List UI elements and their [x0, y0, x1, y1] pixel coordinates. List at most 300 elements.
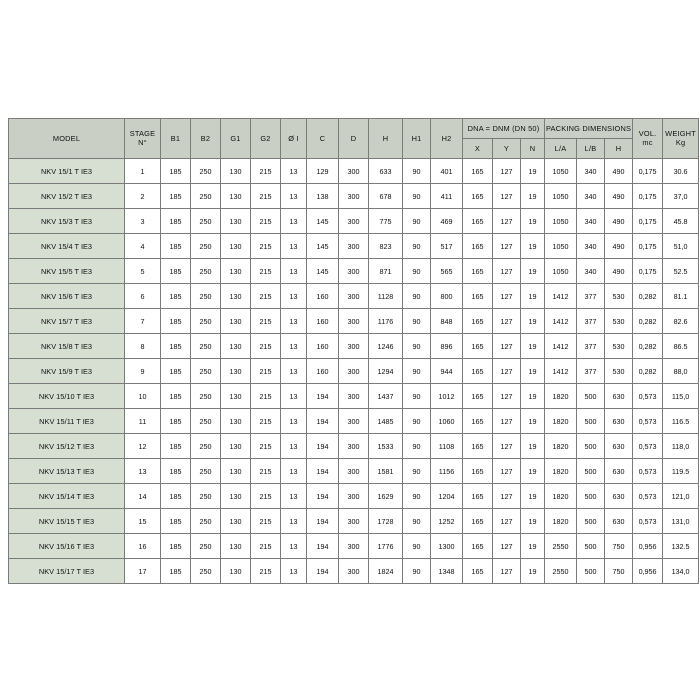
table-row [9, 209, 699, 234]
cell-b2: 250 [191, 284, 221, 309]
table-header-row-group [9, 119, 699, 139]
cell-h2: 1204 [431, 484, 463, 509]
cell-weight: 86.5 [663, 334, 699, 359]
cell-stage: 9 [125, 359, 161, 384]
cell-d: 300 [339, 284, 369, 309]
header-stage-line1: STAGE [129, 128, 156, 138]
cell-h2: 411 [431, 184, 463, 209]
cell-oi: 13 [281, 384, 307, 409]
cell-c: 194 [307, 509, 339, 534]
cell-model: NKV 15/17 T IE3 [9, 559, 125, 584]
cell-h1: 90 [403, 159, 431, 184]
cell-b1: 185 [161, 159, 191, 184]
header-g1: G1 [221, 119, 251, 159]
cell-c: 194 [307, 484, 339, 509]
cell-g2: 215 [251, 159, 281, 184]
cell-n: 19 [521, 384, 545, 409]
cell-g1: 130 [221, 359, 251, 384]
cell-b2: 250 [191, 359, 221, 384]
header-lb: L/B [577, 139, 605, 159]
cell-weight: 115,0 [663, 384, 699, 409]
cell-la: 1050 [545, 209, 577, 234]
cell-y: 127 [493, 484, 521, 509]
cell-d: 300 [339, 309, 369, 334]
cell-y: 127 [493, 309, 521, 334]
cell-la: 1412 [545, 309, 577, 334]
cell-stage: 17 [125, 559, 161, 584]
cell-h1: 90 [403, 434, 431, 459]
cell-g2: 215 [251, 484, 281, 509]
cell-y: 127 [493, 509, 521, 534]
cell-vol: 0,282 [633, 284, 663, 309]
cell-h: 1824 [369, 559, 403, 584]
header-weight [663, 119, 699, 159]
cell-h1: 90 [403, 509, 431, 534]
cell-h: 775 [369, 209, 403, 234]
cell-y: 127 [493, 234, 521, 259]
header-volume-line1: VOL. [638, 128, 657, 138]
cell-b2: 250 [191, 459, 221, 484]
cell-ph: 630 [605, 459, 633, 484]
cell-x: 165 [463, 159, 493, 184]
cell-h2: 1252 [431, 509, 463, 534]
cell-b1: 185 [161, 459, 191, 484]
cell-g1: 130 [221, 159, 251, 184]
cell-c: 129 [307, 159, 339, 184]
cell-b1: 185 [161, 184, 191, 209]
cell-x: 165 [463, 434, 493, 459]
cell-la: 1820 [545, 484, 577, 509]
cell-lb: 340 [577, 234, 605, 259]
cell-h1: 90 [403, 309, 431, 334]
cell-model: NKV 15/14 T IE3 [9, 484, 125, 509]
cell-la: 2550 [545, 559, 577, 584]
cell-weight: 121,0 [663, 484, 699, 509]
cell-b1: 185 [161, 359, 191, 384]
cell-ph: 530 [605, 359, 633, 384]
cell-ph: 630 [605, 384, 633, 409]
specification-table [8, 118, 699, 584]
cell-h1: 90 [403, 334, 431, 359]
cell-stage: 1 [125, 159, 161, 184]
cell-d: 300 [339, 484, 369, 509]
cell-b2: 250 [191, 234, 221, 259]
cell-weight: 81.1 [663, 284, 699, 309]
cell-lb: 377 [577, 309, 605, 334]
cell-vol: 0,282 [633, 334, 663, 359]
cell-n: 19 [521, 509, 545, 534]
cell-stage: 7 [125, 309, 161, 334]
cell-h: 633 [369, 159, 403, 184]
cell-h1: 90 [403, 409, 431, 434]
table-row [9, 534, 699, 559]
header-packing-h: H [605, 139, 633, 159]
cell-g2: 215 [251, 359, 281, 384]
cell-h1: 90 [403, 209, 431, 234]
cell-g1: 130 [221, 509, 251, 534]
cell-y: 127 [493, 384, 521, 409]
cell-vol: 0,573 [633, 409, 663, 434]
cell-b2: 250 [191, 534, 221, 559]
cell-g2: 215 [251, 459, 281, 484]
cell-stage: 12 [125, 434, 161, 459]
cell-c: 160 [307, 359, 339, 384]
cell-n: 19 [521, 409, 545, 434]
cell-vol: 0,573 [633, 509, 663, 534]
cell-stage: 3 [125, 209, 161, 234]
cell-vol: 0,573 [633, 459, 663, 484]
cell-model: NKV 15/9 T IE3 [9, 359, 125, 384]
cell-ph: 630 [605, 484, 633, 509]
cell-d: 300 [339, 559, 369, 584]
cell-c: 194 [307, 459, 339, 484]
table-row [9, 459, 699, 484]
cell-oi: 13 [281, 234, 307, 259]
cell-b2: 250 [191, 434, 221, 459]
cell-la: 1050 [545, 159, 577, 184]
header-stage-line2: N° [138, 137, 147, 147]
cell-x: 165 [463, 209, 493, 234]
header-c: C [307, 119, 339, 159]
cell-n: 19 [521, 534, 545, 559]
cell-oi: 13 [281, 259, 307, 284]
cell-g2: 215 [251, 534, 281, 559]
header-oi: Ø I [281, 119, 307, 159]
cell-d: 300 [339, 509, 369, 534]
cell-model: NKV 15/4 T IE3 [9, 234, 125, 259]
cell-weight: 132.5 [663, 534, 699, 559]
cell-weight: 45.8 [663, 209, 699, 234]
cell-h: 871 [369, 259, 403, 284]
cell-vol: 0,175 [633, 159, 663, 184]
cell-lb: 377 [577, 359, 605, 384]
cell-vol: 0,573 [633, 484, 663, 509]
table-row [9, 234, 699, 259]
cell-h2: 1348 [431, 559, 463, 584]
cell-n: 19 [521, 284, 545, 309]
cell-b1: 185 [161, 284, 191, 309]
header-n: N [521, 139, 545, 159]
cell-y: 127 [493, 334, 521, 359]
cell-n: 19 [521, 359, 545, 384]
cell-oi: 13 [281, 409, 307, 434]
cell-oi: 13 [281, 534, 307, 559]
cell-h: 1246 [369, 334, 403, 359]
cell-h: 1176 [369, 309, 403, 334]
cell-b1: 185 [161, 209, 191, 234]
table-header [9, 119, 699, 159]
cell-weight: 30.6 [663, 159, 699, 184]
header-y: Y [493, 139, 521, 159]
cell-n: 19 [521, 559, 545, 584]
cell-d: 300 [339, 409, 369, 434]
table-row [9, 409, 699, 434]
cell-lb: 500 [577, 459, 605, 484]
cell-h2: 800 [431, 284, 463, 309]
cell-model: NKV 15/11 T IE3 [9, 409, 125, 434]
cell-vol: 0,573 [633, 384, 663, 409]
cell-vol: 0,282 [633, 309, 663, 334]
cell-h2: 517 [431, 234, 463, 259]
cell-n: 19 [521, 459, 545, 484]
table-row [9, 184, 699, 209]
cell-d: 300 [339, 334, 369, 359]
cell-stage: 2 [125, 184, 161, 209]
cell-oi: 13 [281, 334, 307, 359]
cell-model: NKV 15/1 T IE3 [9, 159, 125, 184]
table-row [9, 334, 699, 359]
cell-g1: 130 [221, 459, 251, 484]
cell-vol: 0,175 [633, 184, 663, 209]
cell-x: 165 [463, 284, 493, 309]
cell-la: 1050 [545, 259, 577, 284]
table-row [9, 159, 699, 184]
cell-model: NKV 15/16 T IE3 [9, 534, 125, 559]
cell-b2: 250 [191, 259, 221, 284]
cell-oi: 13 [281, 359, 307, 384]
cell-lb: 500 [577, 509, 605, 534]
cell-stage: 10 [125, 384, 161, 409]
cell-h2: 1156 [431, 459, 463, 484]
cell-g1: 130 [221, 434, 251, 459]
table-row [9, 559, 699, 584]
cell-ph: 750 [605, 559, 633, 584]
cell-x: 165 [463, 484, 493, 509]
cell-h1: 90 [403, 384, 431, 409]
cell-la: 1820 [545, 384, 577, 409]
cell-ph: 490 [605, 159, 633, 184]
cell-h: 1728 [369, 509, 403, 534]
cell-weight: 37,0 [663, 184, 699, 209]
cell-g2: 215 [251, 334, 281, 359]
cell-g1: 130 [221, 384, 251, 409]
cell-h: 1485 [369, 409, 403, 434]
cell-stage: 8 [125, 334, 161, 359]
cell-la: 1820 [545, 434, 577, 459]
cell-b2: 250 [191, 559, 221, 584]
cell-y: 127 [493, 159, 521, 184]
cell-stage: 11 [125, 409, 161, 434]
cell-b2: 250 [191, 309, 221, 334]
table-row [9, 284, 699, 309]
cell-y: 127 [493, 209, 521, 234]
header-volume [633, 119, 663, 159]
cell-ph: 630 [605, 409, 633, 434]
cell-d: 300 [339, 234, 369, 259]
cell-lb: 377 [577, 334, 605, 359]
table-row [9, 434, 699, 459]
cell-la: 1412 [545, 334, 577, 359]
cell-model: NKV 15/12 T IE3 [9, 434, 125, 459]
cell-b1: 185 [161, 409, 191, 434]
cell-y: 127 [493, 409, 521, 434]
cell-g1: 130 [221, 484, 251, 509]
cell-h1: 90 [403, 459, 431, 484]
cell-b1: 185 [161, 259, 191, 284]
cell-lb: 377 [577, 284, 605, 309]
cell-g2: 215 [251, 384, 281, 409]
cell-vol: 0,956 [633, 534, 663, 559]
header-stage [125, 119, 161, 159]
cell-n: 19 [521, 184, 545, 209]
cell-c: 194 [307, 434, 339, 459]
header-h: H [369, 119, 403, 159]
cell-ph: 530 [605, 284, 633, 309]
table-row [9, 259, 699, 284]
cell-ph: 750 [605, 534, 633, 559]
cell-la: 1412 [545, 359, 577, 384]
cell-c: 160 [307, 334, 339, 359]
cell-x: 165 [463, 359, 493, 384]
cell-h2: 469 [431, 209, 463, 234]
cell-h2: 1012 [431, 384, 463, 409]
cell-h2: 944 [431, 359, 463, 384]
cell-model: NKV 15/5 T IE3 [9, 259, 125, 284]
cell-h1: 90 [403, 259, 431, 284]
cell-lb: 340 [577, 259, 605, 284]
cell-x: 165 [463, 184, 493, 209]
cell-c: 160 [307, 284, 339, 309]
cell-stage: 16 [125, 534, 161, 559]
cell-b1: 185 [161, 534, 191, 559]
cell-oi: 13 [281, 284, 307, 309]
cell-stage: 4 [125, 234, 161, 259]
cell-h: 823 [369, 234, 403, 259]
cell-g2: 215 [251, 234, 281, 259]
cell-oi: 13 [281, 459, 307, 484]
cell-n: 19 [521, 484, 545, 509]
cell-model: NKV 15/2 T IE3 [9, 184, 125, 209]
header-la: L/A [545, 139, 577, 159]
cell-vol: 0,175 [633, 209, 663, 234]
cell-model: NKV 15/8 T IE3 [9, 334, 125, 359]
cell-g1: 130 [221, 284, 251, 309]
cell-d: 300 [339, 534, 369, 559]
header-weight-line2: Kg [675, 137, 686, 147]
header-h1: H1 [403, 119, 431, 159]
cell-vol: 0,175 [633, 259, 663, 284]
cell-g2: 215 [251, 509, 281, 534]
cell-n: 19 [521, 234, 545, 259]
cell-b1: 185 [161, 234, 191, 259]
cell-x: 165 [463, 509, 493, 534]
cell-c: 145 [307, 259, 339, 284]
cell-y: 127 [493, 259, 521, 284]
cell-h: 1128 [369, 284, 403, 309]
cell-h: 1776 [369, 534, 403, 559]
cell-lb: 340 [577, 184, 605, 209]
cell-n: 19 [521, 159, 545, 184]
cell-lb: 340 [577, 159, 605, 184]
cell-d: 300 [339, 434, 369, 459]
cell-oi: 13 [281, 484, 307, 509]
cell-ph: 630 [605, 509, 633, 534]
cell-stage: 14 [125, 484, 161, 509]
cell-ph: 490 [605, 184, 633, 209]
cell-h2: 1108 [431, 434, 463, 459]
cell-d: 300 [339, 159, 369, 184]
cell-y: 127 [493, 559, 521, 584]
cell-g1: 130 [221, 209, 251, 234]
cell-oi: 13 [281, 159, 307, 184]
cell-y: 127 [493, 434, 521, 459]
cell-g1: 130 [221, 259, 251, 284]
cell-b1: 185 [161, 484, 191, 509]
cell-h2: 848 [431, 309, 463, 334]
cell-ph: 490 [605, 209, 633, 234]
cell-weight: 118,0 [663, 434, 699, 459]
cell-lb: 500 [577, 434, 605, 459]
cell-y: 127 [493, 459, 521, 484]
cell-g1: 130 [221, 234, 251, 259]
cell-g2: 215 [251, 309, 281, 334]
cell-weight: 82.6 [663, 309, 699, 334]
cell-d: 300 [339, 359, 369, 384]
cell-b1: 185 [161, 334, 191, 359]
cell-la: 2550 [545, 534, 577, 559]
cell-g2: 215 [251, 409, 281, 434]
cell-x: 165 [463, 384, 493, 409]
cell-weight: 52.5 [663, 259, 699, 284]
cell-la: 1820 [545, 509, 577, 534]
cell-stage: 13 [125, 459, 161, 484]
cell-ph: 530 [605, 334, 633, 359]
cell-y: 127 [493, 184, 521, 209]
table-row [9, 509, 699, 534]
cell-g2: 215 [251, 434, 281, 459]
cell-b2: 250 [191, 384, 221, 409]
cell-c: 138 [307, 184, 339, 209]
cell-c: 160 [307, 309, 339, 334]
cell-h1: 90 [403, 284, 431, 309]
cell-b2: 250 [191, 484, 221, 509]
table-row [9, 309, 699, 334]
cell-b2: 250 [191, 184, 221, 209]
cell-c: 194 [307, 559, 339, 584]
table-row [9, 484, 699, 509]
cell-g2: 215 [251, 184, 281, 209]
cell-h2: 896 [431, 334, 463, 359]
cell-h1: 90 [403, 234, 431, 259]
cell-stage: 5 [125, 259, 161, 284]
header-group-dna: DNA = DNM (DN 50) [463, 119, 545, 139]
cell-g1: 130 [221, 409, 251, 434]
cell-h2: 1300 [431, 534, 463, 559]
cell-b1: 185 [161, 384, 191, 409]
cell-y: 127 [493, 359, 521, 384]
cell-c: 194 [307, 534, 339, 559]
cell-x: 165 [463, 459, 493, 484]
cell-ph: 630 [605, 434, 633, 459]
cell-h2: 565 [431, 259, 463, 284]
cell-oi: 13 [281, 209, 307, 234]
cell-n: 19 [521, 259, 545, 284]
cell-ph: 490 [605, 259, 633, 284]
cell-d: 300 [339, 384, 369, 409]
cell-h: 1581 [369, 459, 403, 484]
cell-h: 1629 [369, 484, 403, 509]
cell-h1: 90 [403, 484, 431, 509]
cell-weight: 134,0 [663, 559, 699, 584]
cell-lb: 500 [577, 559, 605, 584]
cell-stage: 15 [125, 509, 161, 534]
cell-h: 1294 [369, 359, 403, 384]
cell-lb: 500 [577, 384, 605, 409]
cell-weight: 51,0 [663, 234, 699, 259]
cell-g1: 130 [221, 559, 251, 584]
cell-h1: 90 [403, 359, 431, 384]
header-group-packing: PACKING DIMENSIONS [545, 119, 633, 139]
